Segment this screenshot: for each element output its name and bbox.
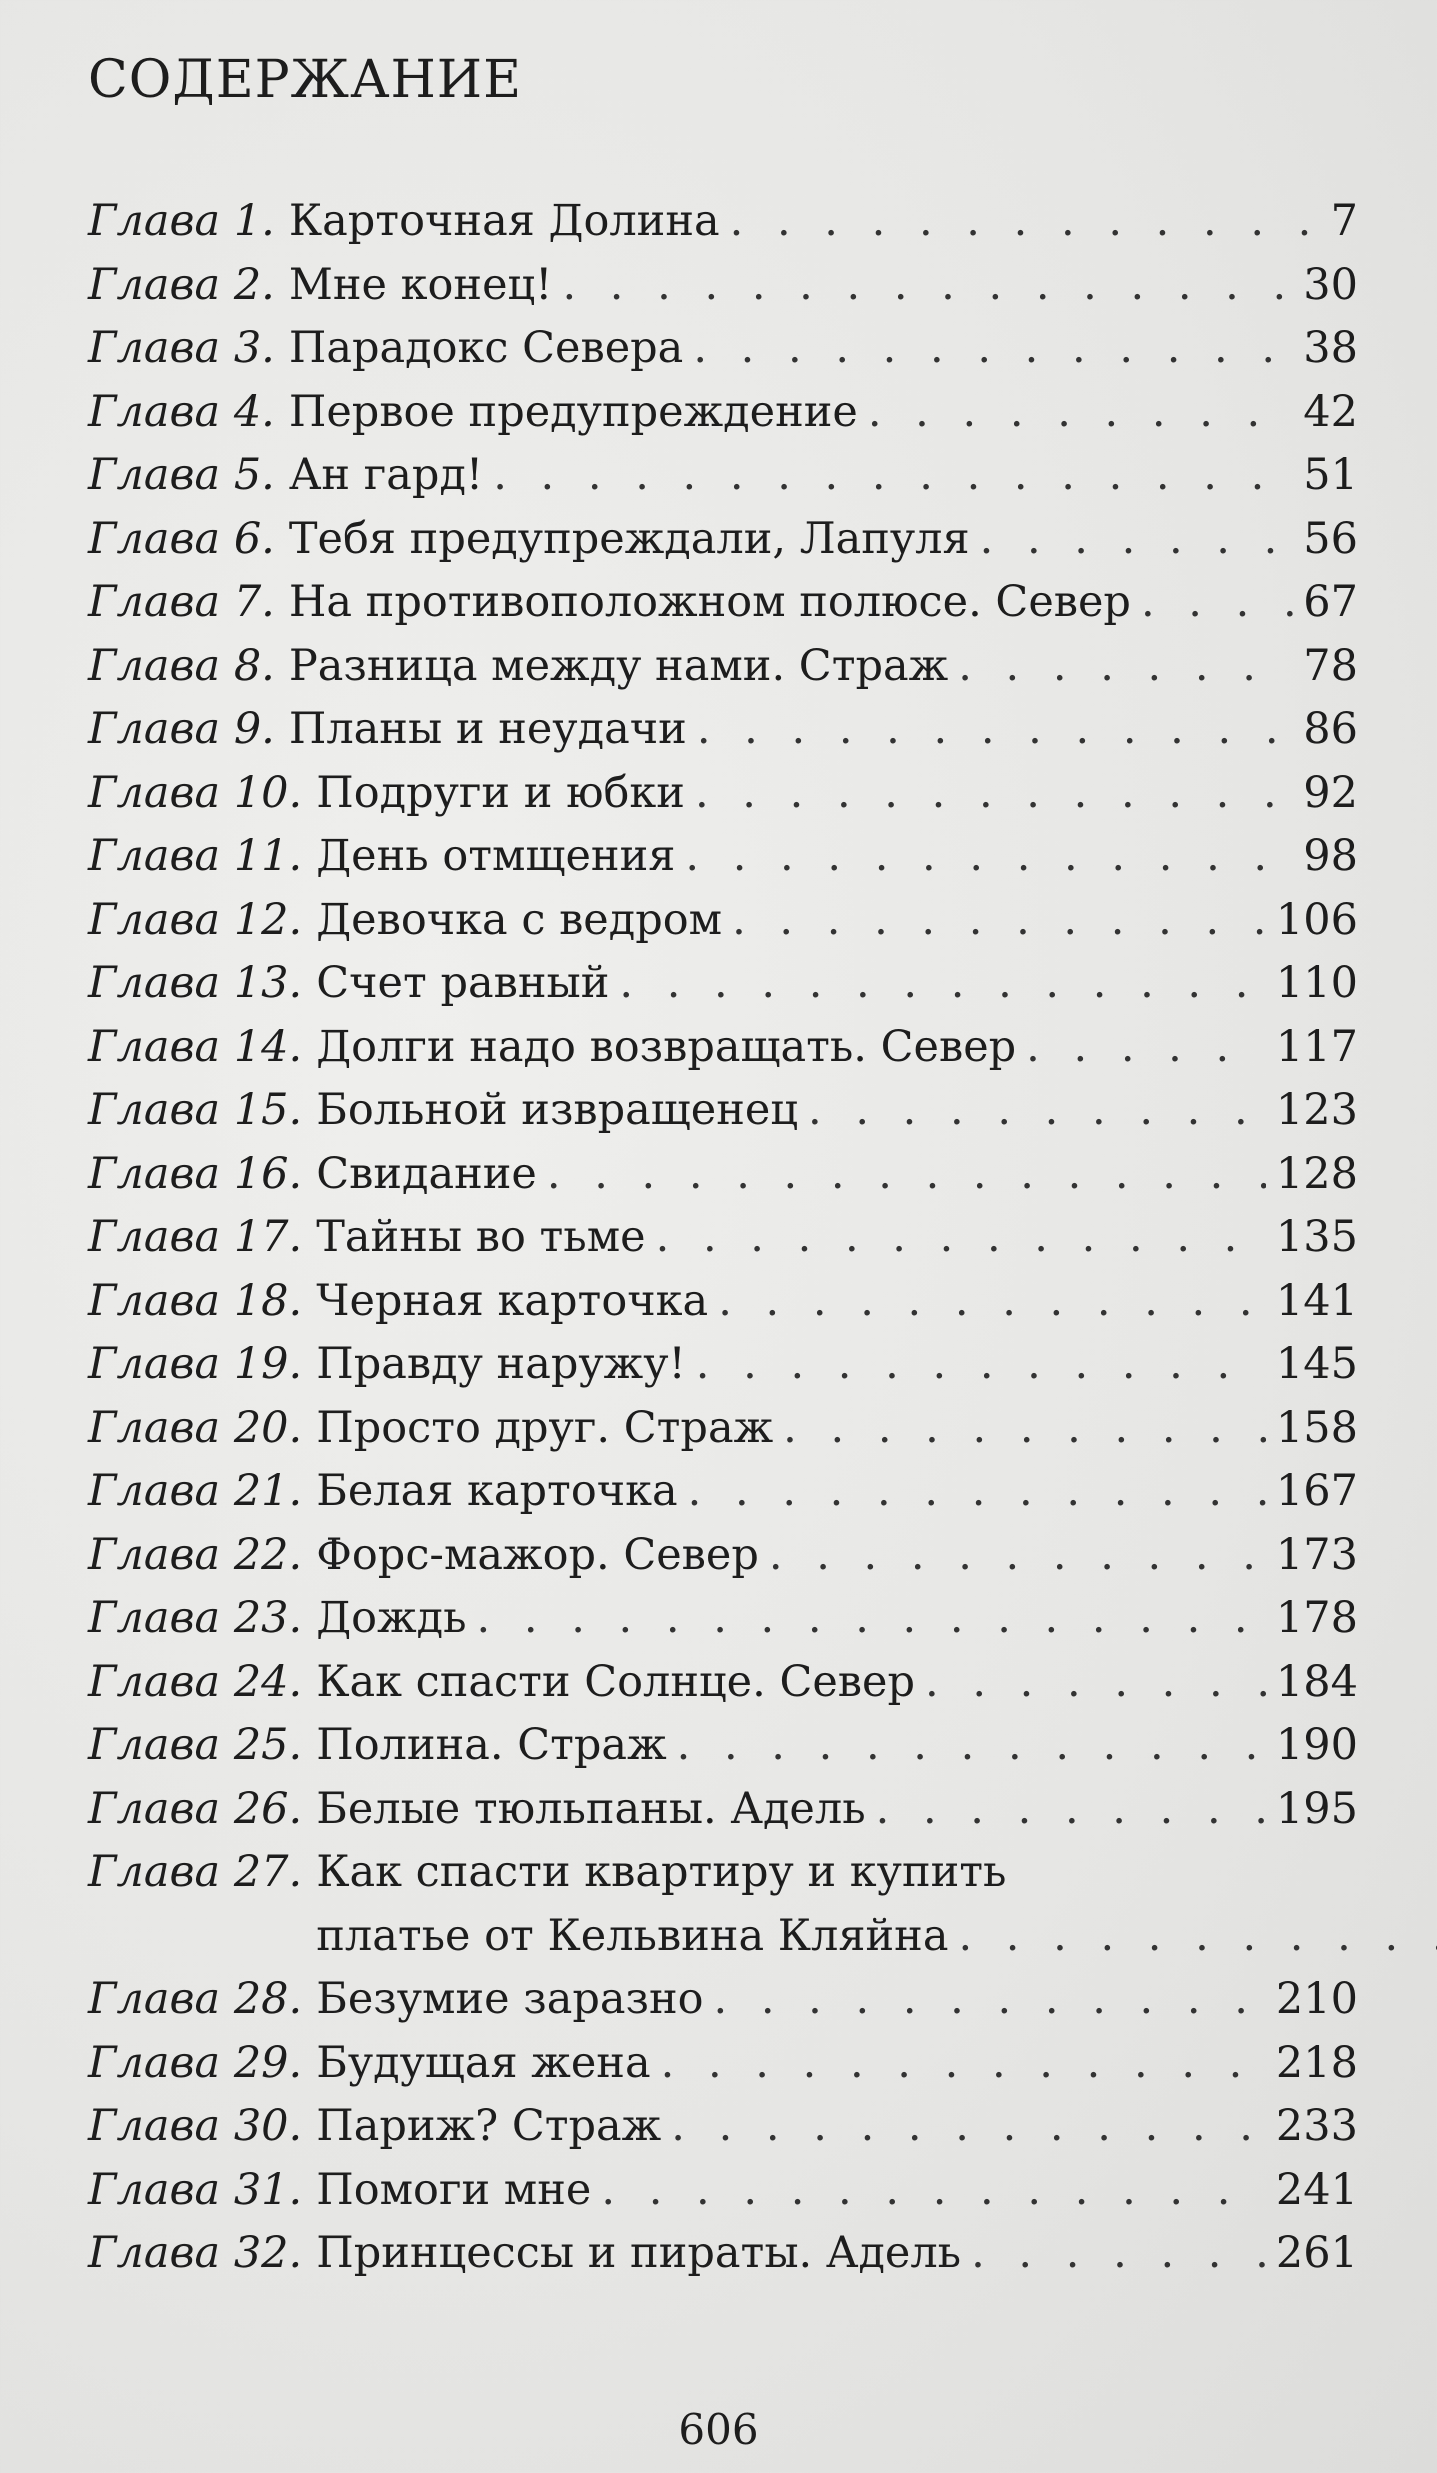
dot-leader bbox=[925, 1651, 1266, 1715]
chapter-label: Глава 7. bbox=[88, 577, 275, 627]
toc-entry bbox=[88, 1587, 1358, 1651]
dot-leader bbox=[685, 825, 1293, 889]
page-number: 190 bbox=[1275, 1720, 1358, 1770]
toc-entry bbox=[88, 444, 1358, 508]
page-number: 78 bbox=[1303, 640, 1358, 691]
page-number: 173 bbox=[1275, 1529, 1358, 1580]
toc-entry bbox=[88, 952, 1358, 1016]
dot-leader bbox=[671, 2095, 1266, 2159]
chapter-label: Глава 19. bbox=[88, 1339, 303, 1389]
toc-entry bbox=[88, 635, 1358, 699]
chapter-label: Глава 16. bbox=[88, 1148, 303, 1199]
page-number: 145 bbox=[1275, 1339, 1358, 1389]
chapter-label: Глава 26. bbox=[88, 1783, 303, 1834]
toc-entry bbox=[88, 1016, 1358, 1080]
toc-entry bbox=[88, 1968, 1358, 2032]
page-number: 233 bbox=[1275, 2101, 1358, 2151]
toc-entry bbox=[88, 1714, 1358, 1778]
chapter-title: Помоги мне bbox=[316, 2164, 592, 2215]
dot-leader bbox=[783, 1397, 1266, 1461]
chapter-title: Свидание bbox=[316, 1148, 537, 1199]
page-number: 67 bbox=[1303, 577, 1358, 627]
chapter-title: Подруги и юбки bbox=[316, 767, 685, 818]
page-number: 135 bbox=[1275, 1212, 1358, 1262]
chapter-label: Глава 5. bbox=[88, 450, 275, 500]
page-number: 261 bbox=[1275, 2228, 1358, 2278]
chapter-label: Глава 24. bbox=[88, 1656, 303, 1707]
dot-leader bbox=[732, 889, 1266, 953]
toc-entry bbox=[88, 889, 1358, 953]
chapter-title: На противоположном полюсе. Север bbox=[288, 577, 1131, 627]
dot-leader bbox=[769, 1524, 1266, 1588]
toc-entry bbox=[88, 1460, 1358, 1524]
chapter-title: Планы и неудачи bbox=[288, 704, 687, 754]
chapter-label: Глава 2. bbox=[88, 259, 275, 310]
toc-entry bbox=[88, 254, 1358, 318]
page-number: 158 bbox=[1275, 1402, 1358, 1453]
chapter-label: Глава 31. bbox=[88, 2164, 303, 2215]
chapter-label: Глава 4. bbox=[88, 386, 275, 437]
page-number: 38 bbox=[1303, 323, 1358, 373]
page-number: 241 bbox=[1275, 2164, 1358, 2215]
dot-leader bbox=[808, 1079, 1266, 1143]
chapter-label: Глава 1. bbox=[88, 196, 275, 246]
page-number: 92 bbox=[1303, 767, 1358, 818]
page-number: 117 bbox=[1275, 1021, 1358, 1072]
chapter-title: Тайны во тьме bbox=[316, 1212, 646, 1262]
chapter-label: Глава 30. bbox=[88, 2101, 303, 2151]
chapter-title: Счет равный bbox=[316, 958, 610, 1008]
dot-leader bbox=[1026, 1016, 1266, 1080]
toc-entry bbox=[88, 1778, 1358, 1842]
chapter-label: Глава 9. bbox=[88, 704, 275, 754]
dot-leader bbox=[958, 635, 1293, 699]
chapter-title: Тебя предупреждали, Лапуля bbox=[288, 513, 970, 564]
dot-leader bbox=[695, 762, 1293, 826]
dot-leader bbox=[876, 1778, 1266, 1842]
chapter-label: Глава 14. bbox=[88, 1021, 303, 1072]
page-number: 51 bbox=[1303, 450, 1358, 500]
dot-leader bbox=[1141, 571, 1293, 635]
toc-entry bbox=[88, 317, 1358, 381]
chapter-title: Карточная Долина bbox=[288, 196, 720, 246]
chapter-title-line-1: Как спасти квартиру и купить bbox=[316, 1847, 1007, 1897]
chapter-title-line-2: платье от Кельвина Кляйна bbox=[316, 1910, 949, 1961]
toc-entry bbox=[88, 762, 1358, 826]
chapter-title: Белые тюльпаны. Адель bbox=[316, 1783, 866, 1834]
page-number: 56 bbox=[1303, 513, 1358, 564]
chapter-label: Глава 29. bbox=[88, 2037, 303, 2088]
page-number: 184 bbox=[1275, 1656, 1358, 1707]
dot-leader bbox=[730, 190, 1308, 254]
dot-leader bbox=[547, 1143, 1266, 1207]
page-number: 42 bbox=[1303, 386, 1358, 437]
toc-entry bbox=[88, 1333, 1358, 1397]
chapter-label: Глава 11. bbox=[88, 831, 303, 881]
page-number: 86 bbox=[1303, 704, 1358, 754]
chapter-label: Глава 20. bbox=[88, 1402, 303, 1453]
chapter-title: Больной извращенец bbox=[316, 1085, 798, 1135]
chapter-label: Глава 32. bbox=[88, 2228, 303, 2278]
dot-leader bbox=[697, 698, 1293, 762]
page-number: 178 bbox=[1275, 1593, 1358, 1643]
toc-entry bbox=[88, 1143, 1358, 1207]
chapter-title: Будущая жена bbox=[316, 2037, 651, 2088]
chapter-title: Просто друг. Страж bbox=[316, 1402, 774, 1453]
dot-leader bbox=[958, 1905, 1437, 1969]
chapter-label: Глава 21. bbox=[88, 1466, 303, 1516]
toc-entry bbox=[88, 1079, 1358, 1143]
toc-entry bbox=[88, 190, 1358, 254]
toc-entry bbox=[88, 2095, 1358, 2159]
dot-leader bbox=[696, 1333, 1266, 1397]
chapter-title: Правду наружу! bbox=[316, 1339, 686, 1389]
toc-entry bbox=[88, 1397, 1358, 1461]
page-number: 141 bbox=[1275, 1275, 1358, 1326]
dot-leader bbox=[661, 2032, 1266, 2096]
chapter-label: Глава 8. bbox=[88, 640, 275, 691]
toc-entry bbox=[88, 825, 1358, 889]
chapter-title: Девочка с ведром bbox=[316, 894, 723, 945]
page-number: 167 bbox=[1275, 1466, 1358, 1516]
chapter-label: Глава 28. bbox=[88, 1974, 303, 2024]
toc-entry bbox=[88, 1270, 1358, 1334]
page-number: 195 bbox=[1275, 1783, 1358, 1834]
chapter-label: Глава 23. bbox=[88, 1593, 303, 1643]
toc-entry bbox=[88, 571, 1358, 635]
dot-leader bbox=[693, 317, 1293, 381]
toc-entry bbox=[88, 1206, 1358, 1270]
table-of-contents bbox=[88, 190, 1358, 2286]
dot-leader bbox=[493, 444, 1293, 508]
dot-leader bbox=[619, 952, 1266, 1016]
page-number: 128 bbox=[1275, 1148, 1358, 1199]
dot-leader bbox=[868, 381, 1293, 445]
chapter-title: День отмщения bbox=[316, 831, 676, 881]
chapter-label: Глава 22. bbox=[88, 1529, 303, 1580]
chapter-label: Глава 10. bbox=[88, 767, 303, 818]
page-number: 7 bbox=[1330, 196, 1358, 246]
chapter-title: Форс-мажор. Север bbox=[316, 1529, 759, 1580]
chapter-label: Глава 12. bbox=[88, 894, 303, 945]
dot-leader bbox=[477, 1587, 1266, 1651]
toc-entry bbox=[88, 508, 1358, 572]
chapter-title: Париж? Страж bbox=[316, 2101, 662, 2151]
dot-leader bbox=[688, 1460, 1266, 1524]
page-number: 30 bbox=[1303, 259, 1358, 310]
toc-entry bbox=[88, 2159, 1358, 2223]
chapter-title: Черная карточка bbox=[316, 1275, 709, 1326]
chapter-title: Первое предупреждение bbox=[288, 386, 858, 437]
page-number: 123 bbox=[1275, 1085, 1358, 1135]
chapter-title: Принцессы и пираты. Адель bbox=[316, 2228, 962, 2278]
toc-entry bbox=[88, 698, 1358, 762]
chapter-title: Парадокс Севера bbox=[288, 323, 684, 373]
toc-entry bbox=[88, 1524, 1358, 1588]
dot-leader bbox=[656, 1206, 1266, 1270]
page-number: 106 bbox=[1275, 894, 1358, 945]
chapter-title: Разница между нами. Страж bbox=[288, 640, 949, 691]
page-number: 210 bbox=[1275, 1974, 1358, 2024]
chapter-title: Мне конец! bbox=[288, 259, 553, 310]
chapter-label: Глава 18. bbox=[88, 1275, 303, 1326]
chapter-title: Ан гард! bbox=[288, 450, 484, 500]
dot-leader bbox=[980, 508, 1294, 572]
dot-leader bbox=[971, 2222, 1266, 2286]
chapter-label: Глава 25. bbox=[88, 1720, 303, 1770]
page-title: СОДЕРЖАНИЕ bbox=[88, 50, 523, 110]
chapter-label: Глава 13. bbox=[88, 958, 303, 1008]
chapter-title: Как спасти Солнце. Север bbox=[316, 1656, 915, 1707]
dot-leader bbox=[601, 2159, 1266, 2223]
dot-leader bbox=[677, 1714, 1266, 1778]
chapter-title: Безумие заразно bbox=[316, 1974, 704, 2024]
chapter-label: Глава 15. bbox=[88, 1085, 303, 1135]
chapter-title: Долги надо возвращать. Север bbox=[316, 1021, 1017, 1072]
toc-entry bbox=[88, 2032, 1358, 2096]
toc-entry bbox=[88, 2222, 1358, 2286]
toc-entry bbox=[88, 1651, 1358, 1715]
chapter-title: Дождь bbox=[316, 1593, 467, 1643]
chapter-label: Глава 17. bbox=[88, 1212, 303, 1262]
page-folio: 606 bbox=[678, 2405, 759, 2454]
chapter-title: Полина. Страж bbox=[316, 1720, 667, 1770]
toc-entry bbox=[88, 381, 1358, 445]
page-number: 98 bbox=[1303, 831, 1358, 881]
page-number: 110 bbox=[1275, 958, 1358, 1008]
dot-leader bbox=[718, 1270, 1266, 1334]
chapter-label: Глава 3. bbox=[88, 323, 275, 373]
dot-leader bbox=[714, 1968, 1266, 2032]
chapter-label: Глава 27. bbox=[88, 1847, 303, 1897]
dot-leader bbox=[562, 254, 1293, 318]
page-number: 218 bbox=[1275, 2037, 1358, 2088]
chapter-title: Белая карточка bbox=[316, 1466, 678, 1516]
toc-entry bbox=[88, 1841, 1358, 1968]
chapter-label: Глава 6. bbox=[88, 513, 275, 564]
